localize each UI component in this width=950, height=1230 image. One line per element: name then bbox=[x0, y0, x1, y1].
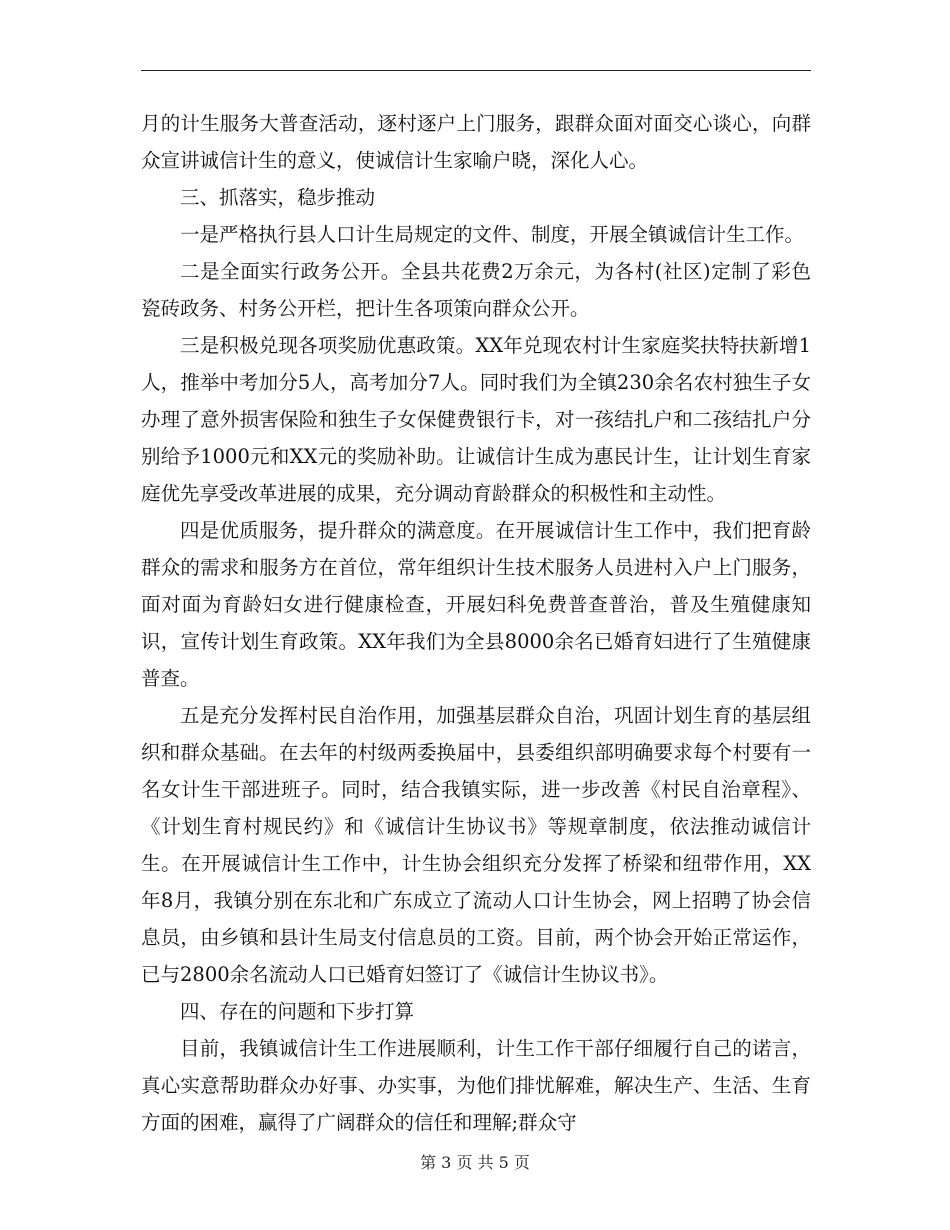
paragraph-item-5: 五是充分发挥村民自治作用，加强基层群众自治，巩固计划生育的基层组织和群众基础。在去年的村级两委换届中，县委组织部明确要求每个村要有一名女计生干部进班子。同时，结合我镇实际，进一步改善《村民自治章程》、《计划生育村规民约》和《诚信计生协议书》等规章制度，依法推动诚信计生。在开展诚信计生工作中，计生协会组织充分发挥了桥梁和纽带作用，XX年8月，我镇分别在东北和广东成立了流动人口计生协会，网上招聘了协会信息员，由乡镇和县计生局支付信息员的工资。目前，两个协会开始正常运作，已与2800余名流动人口已婚育妇签订了《诚信计生协议书》。 bbox=[141, 704, 811, 986]
document-body bbox=[141, 105, 811, 1141]
section-heading-3: 三、抓落实，稳步推动 bbox=[180, 186, 376, 209]
paragraph-item-3: 三是积极兑现各项奖励优惠政策。XX年兑现农村计生家庭奖扶特扶新增1人，推举中考加分5人，高考加分7人。同时我们为全镇230余名农村独生子女办理了意外损害保险和独生子女保健费银行卡，对一孩结扎户和二孩结扎户分别给予1000元和XX元的奖励补助。让诚信计生成为惠民计生，让计划生育家庭优先享受改革进展的成果，充分调动育龄群众的积极性和主动性。 bbox=[141, 334, 811, 505]
paragraph-item-4: 四是优质服务，提升群众的满意度。在开展诚信计生工作中，我们把育龄群众的需求和服务方在首位，常年组织计生技术服务人员进村入户上门服务，面对面为育龄妇女进行健康检查，开展妇科免费普查普治，普及生殖健康知识，宣传计划生育政策。XX年我们为全县8000余名已婚育妇进行了生殖健康普查。 bbox=[141, 519, 811, 690]
header-rule bbox=[141, 70, 811, 71]
paragraph-closing: 目前，我镇诚信计生工作进展顺利，计生工作干部仔细履行自己的诺言，真心实意帮助群众办好事、办实事，为他们排忧解难，解决生产、生活、生育方面的困难，赢得了广阔群众的信任和理解;群众守 bbox=[141, 1037, 811, 1134]
paragraph-item-1: 一是严格执行县人口计生局规定的文件、制度，开展全镇诚信计生工作。 bbox=[180, 223, 805, 246]
paragraph-item-2: 二是全面实行政务公开。全县共花费2万余元，为各村(社区)定制了彩色瓷砖政务、村务公开栏，把计生各项策向群众公开。 bbox=[141, 260, 811, 320]
page-number-footer: 第 3 页 共 5 页 bbox=[420, 1153, 530, 1172]
section-heading-4: 四、存在的问题和下步打算 bbox=[180, 1000, 415, 1023]
paragraph-continuation: 月的计生服务大普查活动，逐村逐户上门服务，跟群众面对面交心谈心，向群众宣讲诚信计生的意义，使诚信计生家喻户晓，深化人心。 bbox=[141, 112, 811, 172]
